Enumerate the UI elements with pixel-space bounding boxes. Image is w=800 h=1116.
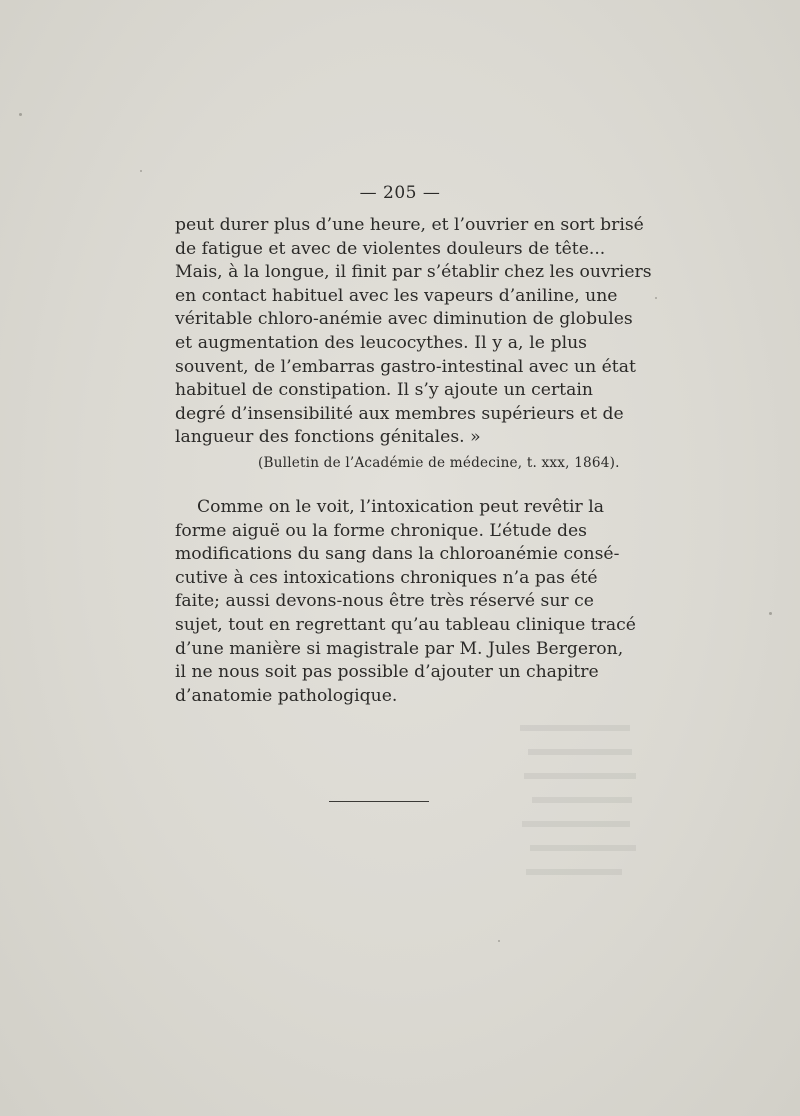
quote-line: langueur des fonctions génitales. » (175, 427, 481, 448)
section-rule (329, 801, 429, 802)
paragraph-line: cutive à ces intoxications chroniques n’a pas été (175, 567, 598, 588)
paper-speck (19, 113, 22, 116)
quote-line: peut durer plus d’une heure, et l’ouvrier en sort brisé (175, 215, 644, 235)
citation: (Bulletin de l’Académie de médecine, t. xxx, 1864). (258, 455, 620, 471)
paper-speck (140, 170, 142, 172)
page-number: — 205 — (359, 183, 441, 203)
paragraph-line: d’anatomie pathologique. (175, 685, 398, 706)
paragraph-line: modifications du sang dans la chloroanémie consé- (175, 544, 620, 565)
body-paragraph (175, 496, 636, 708)
quote-line: souvent, de l’embarras gastro-intestinal avec un état (175, 356, 636, 377)
quote-line: de fatigue et avec de violentes douleurs de tête... (175, 238, 606, 259)
quote-line: en contact habituel avec les vapeurs d’aniline, une (175, 285, 618, 306)
paper-speck (769, 612, 772, 615)
quote-line: véritable chloro-anémie avec diminution de globules (175, 309, 633, 330)
paper-speck (655, 297, 657, 299)
paragraph-line: sujet, tout en regrettant qu’au tableau clinique tracé (175, 614, 636, 635)
paragraph-line: faite; aussi devons-nous être très réservé sur ce (175, 591, 594, 612)
quote-text (175, 214, 652, 450)
quote-line: degré d’insensibilité aux membres supérieurs et de (175, 403, 624, 424)
paper-speck (498, 940, 500, 942)
quote-line: Mais, à la longue, il finit par s’établir chez les ouvriers (175, 262, 652, 283)
quote-line: habituel de constipation. Il s’y ajoute un certain (175, 380, 593, 401)
paragraph-line: d’une manière si magistrale par M. Jules Bergeron, (175, 638, 624, 659)
paragraph-line: forme aiguë ou la forme chronique. L’étude des (175, 520, 587, 541)
paragraph-line: il ne nous soit pas possible d’ajouter un chapitre (175, 662, 599, 683)
paragraph-line: Comme on le voit, l’intoxication peut revêtir la (197, 497, 604, 517)
quote-line: et augmentation des leucocythes. Il y a, le plus (175, 332, 587, 353)
show-through-shadow (520, 715, 640, 905)
